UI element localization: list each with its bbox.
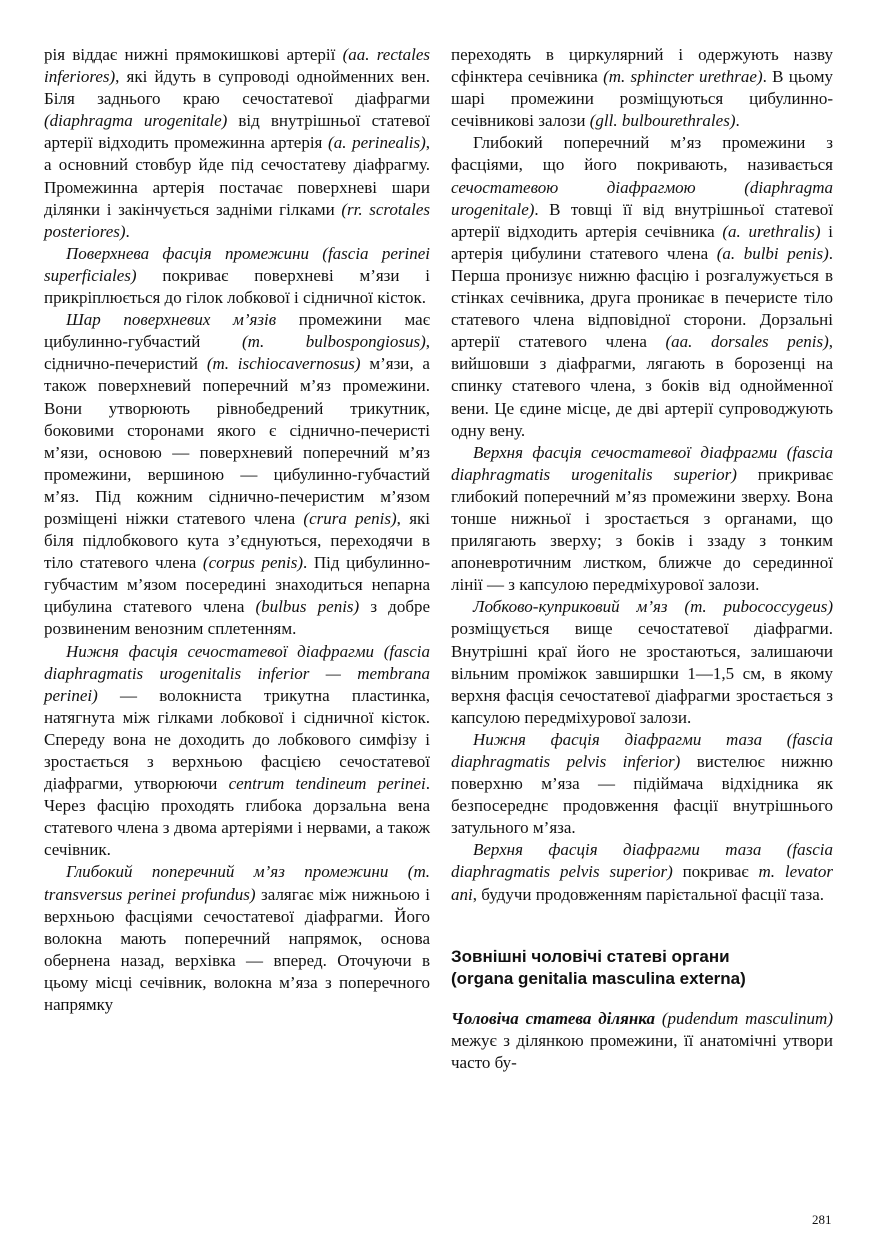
italic-term: (m. ischiocavernosus) xyxy=(206,354,361,374)
italic-term: Верхня фасція сечостатевої діафрагми (fascia diaphragmatis urogenitalis superior) xyxy=(451,442,833,484)
text-run: і артерія цибулини статевого члена xyxy=(451,221,833,263)
text-run: . Перша пронизує нижню фасцію і розгалужується в стінках сечівника, друга проникає в печеристе тіло статевого члена відповідної сторони. Дорзальні артерії статевого члена xyxy=(451,243,833,352)
section-heading-line-1: Зовнішні чоловічі статеві органи xyxy=(451,946,730,966)
italic-term: Шар поверхневих м’язів xyxy=(66,310,277,330)
text-run: , які йдуть в супроводі однойменних вен. Біля заднього краю сечостатевої діафрагми xyxy=(44,67,430,109)
italic-term: Поверхнева фасція промежини (fascia perinei superficiales) xyxy=(44,243,430,285)
text-run: — волокниста трикутна пластинка, натягнута між гілками лобкової і сідничної кісток. Спереду вона не доходить до лобкового симфізу і зростається з верхньою фасцією сечостатевої діафрагми, утворюючи xyxy=(44,685,430,794)
text-run: залягає між нижньою і верхньою фасціями сечостатевої діафрагми. Його волокна мають поперечний напрямок, основа обернена назад, верхівка — вперед. Оточуючи в цьому місці сечівник, волокна м’яза з поперечного напрямку xyxy=(44,884,430,1015)
text-run: покриває поверхневі м’язи і прикріплюється до гілок лобкової і сідничної кісток. xyxy=(44,265,430,308)
italic-term: (a. urethralis) xyxy=(722,221,821,241)
text-run: . Через фасцію проходять глибока дорзальна вена статевого члена з двома артеріями і нервами, а також сечівник. xyxy=(44,774,430,860)
italic-term: (m. bulbospongiosus) xyxy=(242,332,426,352)
italic-term: (corpus penis) xyxy=(202,553,303,573)
paragraph xyxy=(451,442,833,597)
text-run: . В товщі її від внутрішньої статевої артерії відходить артерія сечівника xyxy=(451,199,833,241)
right-text-column xyxy=(451,44,833,1074)
text-run: з добре розвиненим венозним сплетенням. xyxy=(44,597,431,639)
text-run: вистелює нижню поверхню м’яза — підіймача відхідника як безпосереднє продовження фасції внутрішнього затульного м’яза. xyxy=(451,752,833,838)
italic-term: Нижня фасція сечостатевої діафрагми (fascia diaphragmatis urogenitalis inferior — membrana perinei) xyxy=(44,641,430,705)
text-run: прикриває глибокий поперечний м’яз промежини зверху. Вона тонше нижньої і зростається з органами, що прилягають зверху; з боків і ззаду з тонким апоневротичним листком, ближче до серединної лінії — з капсулою передміхурової залози. xyxy=(451,464,833,595)
italic-term: сечостатевою діафрагмою (diaphragma urogenitale) xyxy=(451,177,833,219)
text-run: м’язи, а також поверхневий поперечний м’яз промежини. Вони утворюють рівнобедрений трикутник, боковими сторонами якого є сіднично-печеристі м’язи, основою — поверхневий поперечний м’яз промежини, вершиною — цибулинно-губчастий м’яз. Під кожним сіднично-печеристим м’язом розміщені ніжки статевого члена xyxy=(44,354,430,528)
text-run: , які біля підлобкового кута з’єднуються, переходячи в тіло статевого члена xyxy=(44,508,431,573)
paragraph xyxy=(451,44,833,132)
text-run: покриває xyxy=(672,862,759,882)
text-run: . xyxy=(735,111,740,131)
paragraph xyxy=(44,44,430,243)
text-run: . Під цибулинно-губчастим м’язом посередині знаходиться непарна цибулина статевого члена xyxy=(44,553,430,617)
text-run: промежини має цибулинно-губчастий xyxy=(44,310,430,352)
italic-term: (rr. scrotales posteriores) xyxy=(44,199,430,241)
right-column-paragraphs xyxy=(451,44,833,906)
text-run: від внутрішньої статевої артерії відходить промежинна артерія xyxy=(44,111,430,153)
section-lead-paragraph xyxy=(451,1008,833,1074)
left-text-column xyxy=(44,44,430,1016)
text-run: розміщується вище сечостатевої діафрагми. Внутрішні краї його не зростаються, залишаючи вільним проміжок завширшки 1—1,5 см, в якому верхня фасція сечостатевої діафрагми зростається з капсулою передміхурової залози. xyxy=(451,619,833,727)
text-run: , будучи продовженням парієтальної фасції таза. xyxy=(472,884,824,904)
text-run: . xyxy=(125,221,130,241)
italic-term: (gll. bulbourethrales) xyxy=(589,111,736,131)
text-run: рія віддає нижні прямокишкові артерії xyxy=(44,45,343,64)
text-run: , а основний стовбур йде під сечостатеву діафрагму. Промежинна артерія постачає поверхневі шари ділянки і закінчується задніми гілками xyxy=(44,133,430,219)
italic-term: (diaphragma urogenitale) xyxy=(44,111,228,131)
italic-term: (a. perinealis) xyxy=(328,133,426,153)
italic-term: centrum tendineum perinei xyxy=(228,774,426,794)
lead-text: межує з ділянкою промежини, її анатомічні утвори часто бу- xyxy=(451,1030,833,1072)
paragraph xyxy=(44,243,430,309)
paragraph xyxy=(451,839,833,905)
paragraph xyxy=(451,596,833,729)
italic-term: (bulbus penis) xyxy=(255,597,360,617)
italic-term: Нижня фасція діафрагми таза (fascia diaphragmatis pelvis inferior) xyxy=(451,729,833,771)
paragraph xyxy=(44,641,430,862)
text-run: переходять в циркулярний і одержують назву сфінктера сечівника xyxy=(451,45,833,87)
italic-term: (aa. rectales inferiores) xyxy=(44,45,430,87)
section-heading xyxy=(451,946,833,990)
text-run: , сіднично-печеристий xyxy=(44,332,430,374)
paragraph xyxy=(44,861,430,1016)
lead-term: Чоловіча статева ділянка xyxy=(451,1008,655,1028)
section-heading-line-2: (organa genitalia masculina externa) xyxy=(451,968,746,988)
paragraph xyxy=(44,309,430,640)
page-number: 281 xyxy=(812,1212,832,1227)
italic-term: Лобково-куприковий м’яз (m. pubococcygeus) xyxy=(473,597,833,617)
italic-term: (m. sphincter urethrae) xyxy=(603,67,763,87)
italic-term: m. levator ani xyxy=(451,862,833,904)
italic-term: Глибокий поперечний м’яз промежини (m. transversus perinei profundus) xyxy=(44,862,430,904)
text-run: , вийшовши з діафрагми, лягають в борозенці на спинку статевого члена, з боків від однойменної вени. Це єдине місце, де дві артерії супроводжують одну вену. xyxy=(451,332,834,440)
text-run: . В цьому шарі промежини розміщуються цибулинно-сечівникові залози xyxy=(451,67,834,131)
lead-latin-term: (pudendum masculinum) xyxy=(655,1008,833,1028)
paragraph xyxy=(451,729,833,839)
paragraph xyxy=(451,132,833,441)
italic-term: (aa. dorsales penis) xyxy=(665,332,829,352)
text-run: Глибокий поперечний м’яз промежини з фасціями, що його покривають, називається xyxy=(451,133,833,175)
italic-term: (crura penis) xyxy=(303,508,397,528)
italic-term: (a. bulbi penis) xyxy=(716,243,829,263)
italic-term: Верхня фасція діафрагми таза (fascia diaphragmatis pelvis superior) xyxy=(451,840,833,882)
